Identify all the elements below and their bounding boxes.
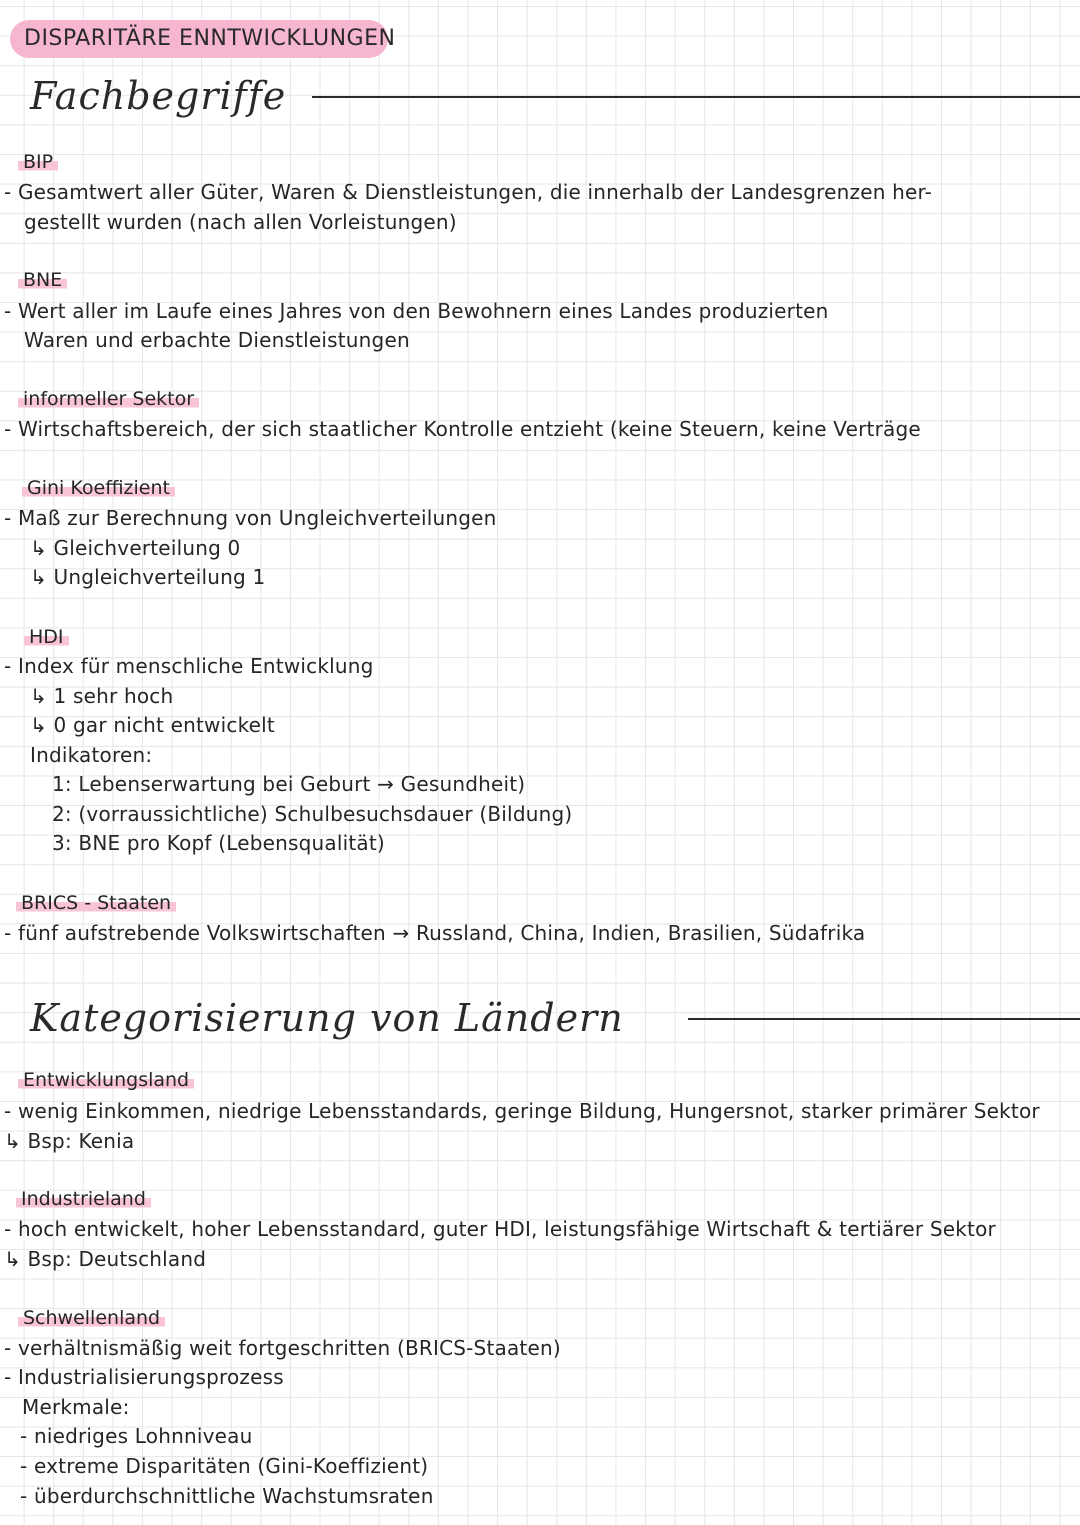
heading-rule: [688, 1018, 1080, 1020]
term-gini-koeffizient: Gini Koeffizient: [22, 478, 175, 498]
definition-line: - Index für menschliche Entwicklung: [4, 654, 374, 678]
definition-line: - Maß zur Berechnung von Ungleichverteilungen: [4, 506, 497, 530]
term-bne: BNE: [18, 270, 67, 290]
definition-line: ↳ Ungleichverteilung 1: [30, 565, 266, 589]
definition-line: 2: (vorraussichtliche) Schulbesuchsdauer (Bildung): [52, 802, 573, 826]
heading-rule: [312, 96, 1080, 98]
definition-line: - Industrialisierungsprozess: [4, 1365, 284, 1389]
definition-line: ↳ Bsp: Kenia: [4, 1129, 135, 1153]
definition-line: - niedriges Lohnniveau: [20, 1424, 253, 1448]
definition-line: 1: Lebenserwartung bei Geburt → Gesundheit): [52, 772, 526, 796]
section-heading-fachbegriffe: Fachbegriffe: [30, 74, 287, 118]
definition-line: ↳ Gleichverteilung 0: [30, 536, 241, 560]
definition-line: - fünf aufstrebende Volkswirtschaften → Russland, China, Indien, Brasilien, Südafrika: [4, 921, 866, 945]
definition-line: - überdurchschnittliche Wachstumsraten: [20, 1484, 434, 1508]
term-hdi: HDI: [24, 627, 69, 647]
definition-line: ↳ 1 sehr hoch: [30, 684, 174, 708]
definition-line: Merkmale:: [22, 1395, 130, 1419]
definition-line: - hoch entwickelt, hoher Lebensstandard, guter HDI, leistungsfähige Wirtschaft & tertiärer Sektor: [4, 1217, 996, 1241]
term-brics-staaten: BRICS - Staaten: [16, 893, 176, 913]
term-bip: BIP: [18, 152, 58, 172]
definition-line: - verhältnismäßig weit fortgeschritten (BRICS-Staaten): [4, 1336, 561, 1360]
definition-line: gestellt wurden (nach allen Vorleistungen): [24, 210, 457, 234]
definition-line: Waren und erbachte Dienstleistungen: [24, 328, 410, 352]
definition-line: ↳ Bsp: Deutschland: [4, 1247, 207, 1271]
term-schwellenland: Schwellenland: [18, 1308, 165, 1328]
definition-line: - Wert aller im Laufe eines Jahres von den Bewohnern eines Landes produzierten: [4, 299, 829, 323]
term-entwicklungsland: Entwicklungsland: [18, 1070, 194, 1090]
term-industrieland: Industrieland: [16, 1189, 151, 1209]
definition-line: - Gesamtwert aller Güter, Waren & Dienstleistungen, die innerhalb der Landesgrenzen her-: [4, 180, 933, 204]
term-informeller-sektor: informeller Sektor: [18, 389, 199, 409]
section-heading-kategorisierung: Kategorisierung von Ländern: [30, 996, 624, 1040]
page-title: DISPARITÄRE ENNTWICKLUNGEN: [10, 20, 388, 58]
definition-line: - wenig Einkommen, niedrige Lebensstandards, geringe Bildung, Hungersnot, starker primärer Sektor: [4, 1099, 1040, 1123]
definition-line: - Wirtschaftsbereich, der sich staatlicher Kontrolle entzieht (keine Steuern, keine Verträge: [4, 417, 921, 441]
definition-line: - extreme Disparitäten (Gini-Koeffizient): [20, 1454, 429, 1478]
definition-line: Indikatoren:: [30, 743, 153, 767]
definition-line: 3: BNE pro Kopf (Lebensqualität): [52, 831, 385, 855]
definition-line: ↳ 0 gar nicht entwickelt: [30, 713, 275, 737]
